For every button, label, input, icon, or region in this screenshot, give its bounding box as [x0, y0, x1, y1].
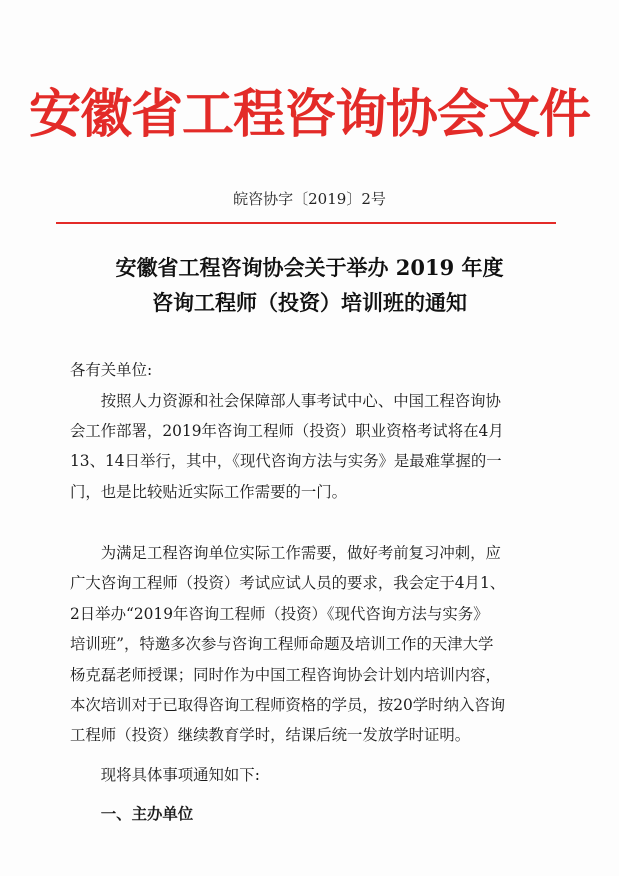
body-line: 现将具体事项通知如下: — [70, 766, 260, 784]
red-divider-line — [56, 222, 556, 224]
body-line: 为满足工程咨询单位实际工作需要，做好考前复习冲刺，应 — [70, 544, 501, 562]
body-line: 工程师（投资）继续教育学时，结课后统一发放学时证明。 — [70, 726, 471, 744]
body-line: 会工作部署，2019年咨询工程师（投资）职业资格考试将在4月 — [70, 422, 504, 440]
body-line: 广大咨询工程师（投资）考试应试人员的要求，我会定于4月1、 — [70, 574, 506, 592]
body-line: 门，也是比较贴近实际工作需要的一门。 — [70, 483, 348, 501]
body-line: 本次培训对于已取得咨询工程师资格的学员，按20学时纳入咨询 — [70, 696, 506, 714]
document-number: 皖咨协字〔2019〕2号 — [233, 190, 386, 208]
body-line: 杨克磊老师授课；同时作为中国工程咨询协会计划内培训内容， — [70, 666, 501, 684]
body-line: 13、14日举行，其中，《现代咨询方法与实务》是最难掌握的一 — [70, 452, 502, 470]
body-line: 按照人力资源和社会保障部人事考试中心、中国工程咨询协 — [70, 392, 501, 410]
body-line: 培训班”，特邀多次参与咨询工程师命题及培训工作的天津大学 — [70, 635, 494, 653]
document-header-title: 安徽省工程咨询协会文件 — [28, 84, 590, 145]
section-heading: 一、主办单位 — [70, 805, 194, 823]
salutation: 各有关单位: — [70, 361, 153, 379]
body-line: 2日举办“2019年咨询工程师（投资）《现代咨询方法与实务》 — [70, 605, 489, 623]
notice-title-line-1: 安徽省工程咨询协会关于举办 2019 年度 — [115, 255, 504, 280]
notice-title-line-2: 咨询工程师（投资）培训班的通知 — [152, 290, 467, 315]
